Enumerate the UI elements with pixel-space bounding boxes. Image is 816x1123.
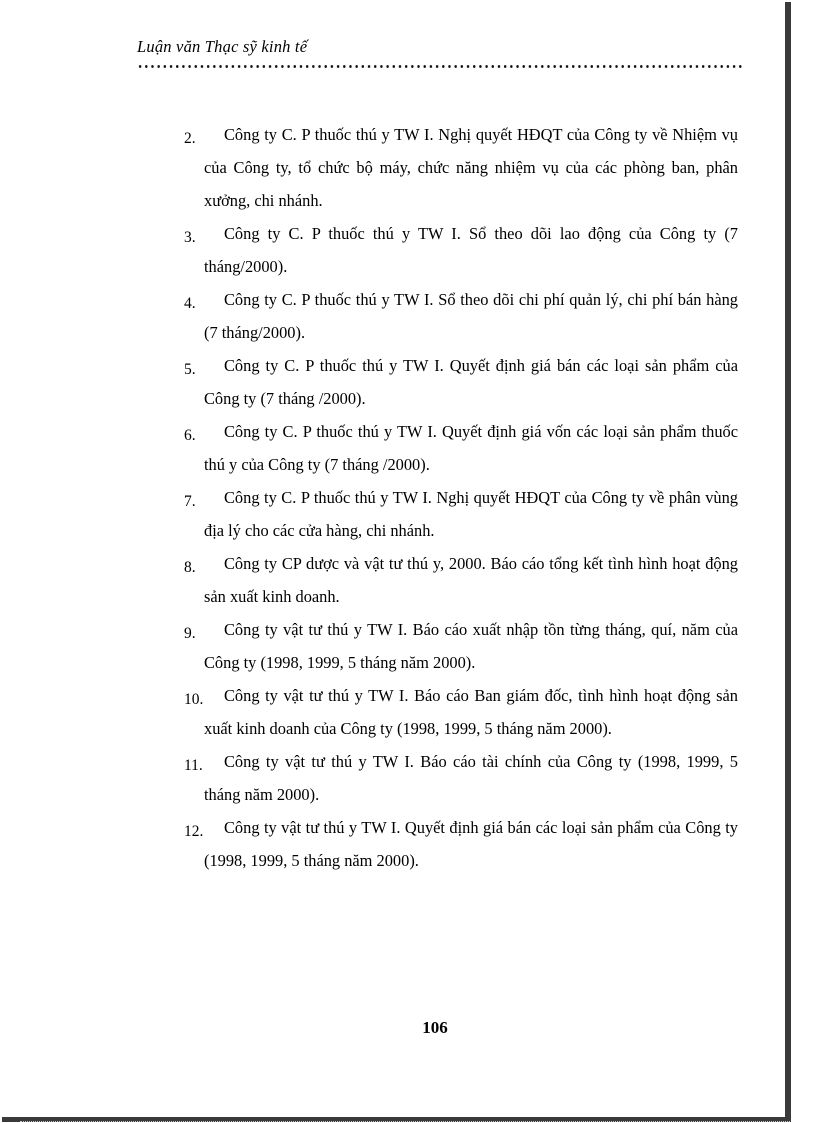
reference-number: 12.	[184, 823, 204, 840]
reference-text: Công ty C. P thuốc thú y TW I. Sổ theo dõi chi phí quản lý, chi phí bán hàng (7 tháng/2000).	[204, 290, 738, 342]
header-dotted-rule	[137, 64, 742, 69]
reference-text: Công ty vật tư thú y TW I. Quyết định giá bán các loại sản phẩm của Công ty (1998, 1999, 5 tháng năm 2000).	[204, 818, 738, 870]
reference-item	[184, 547, 738, 613]
reference-list	[184, 118, 738, 877]
page-number: 106	[422, 1018, 448, 1037]
reference-item	[184, 217, 738, 283]
reference-item	[184, 613, 738, 679]
reference-number: 9.	[184, 625, 196, 642]
reference-number: 7.	[184, 493, 196, 510]
reference-text: Công ty vật tư thú y TW I. Báo cáo tài chính của Công ty (1998, 1999, 5 tháng năm 2000).	[204, 752, 738, 804]
reference-number: 8.	[184, 559, 196, 576]
reference-item	[184, 283, 738, 349]
page-border-right	[785, 2, 791, 1121]
reference-number: 4.	[184, 295, 196, 312]
header-title: Luận văn Thạc sỹ kinh tế	[137, 37, 308, 56]
reference-text: Công ty C. P thuốc thú y TW I. Quyết định giá bán các loại sản phẩm của Công ty (7 tháng /2000).	[204, 356, 738, 408]
reference-number: 5.	[184, 361, 196, 378]
reference-item	[184, 481, 738, 547]
reference-text: Công ty C. P thuốc thú y TW I. Quyết định giá vốn các loại sản phẩm thuốc thú y của Công ty (7 tháng /2000).	[204, 422, 738, 474]
reference-number: 10.	[184, 691, 204, 708]
reference-item	[184, 349, 738, 415]
reference-text: Công ty C. P thuốc thú y TW I. Nghị quyết HĐQT của Công ty về phân vùng địa lý cho các cửa hàng, chi nhánh.	[204, 488, 738, 540]
reference-text: Công ty vật tư thú y TW I. Báo cáo xuất nhập tồn từng tháng, quí, năm của Công ty (1998, 1999, 5 tháng năm 2000).	[204, 620, 738, 672]
reference-text: Công ty C. P thuốc thú y TW I. Nghị quyết HĐQT của Công ty về Nhiệm vụ của Công ty, tổ chức bộ máy, chức năng nhiệm vụ của các phòng ban, phân xưởng, chi nhánh.	[204, 125, 738, 210]
reference-text: Công ty CP dược và vật tư thú y, 2000. Báo cáo tổng kết tình hình hoạt động sản xuất kinh doanh.	[204, 554, 738, 606]
reference-item	[184, 745, 738, 811]
reference-number: 11.	[184, 757, 203, 774]
reference-text: Công ty vật tư thú y TW I. Báo cáo Ban giám đốc, tình hình hoạt động sản xuất kinh doanh của Công ty (1998, 1999, 5 tháng năm 2000).	[204, 686, 738, 738]
reference-item	[184, 118, 738, 217]
reference-number: 6.	[184, 427, 196, 444]
reference-item	[184, 679, 738, 745]
page-border-bottom	[2, 1117, 791, 1122]
reference-number: 2.	[184, 130, 196, 147]
reference-item	[184, 415, 738, 481]
reference-item	[184, 811, 738, 877]
reference-text: Công ty C. P thuốc thú y TW I. Sổ theo dõi lao động của Công ty (7 tháng/2000).	[204, 224, 738, 276]
reference-number: 3.	[184, 229, 196, 246]
